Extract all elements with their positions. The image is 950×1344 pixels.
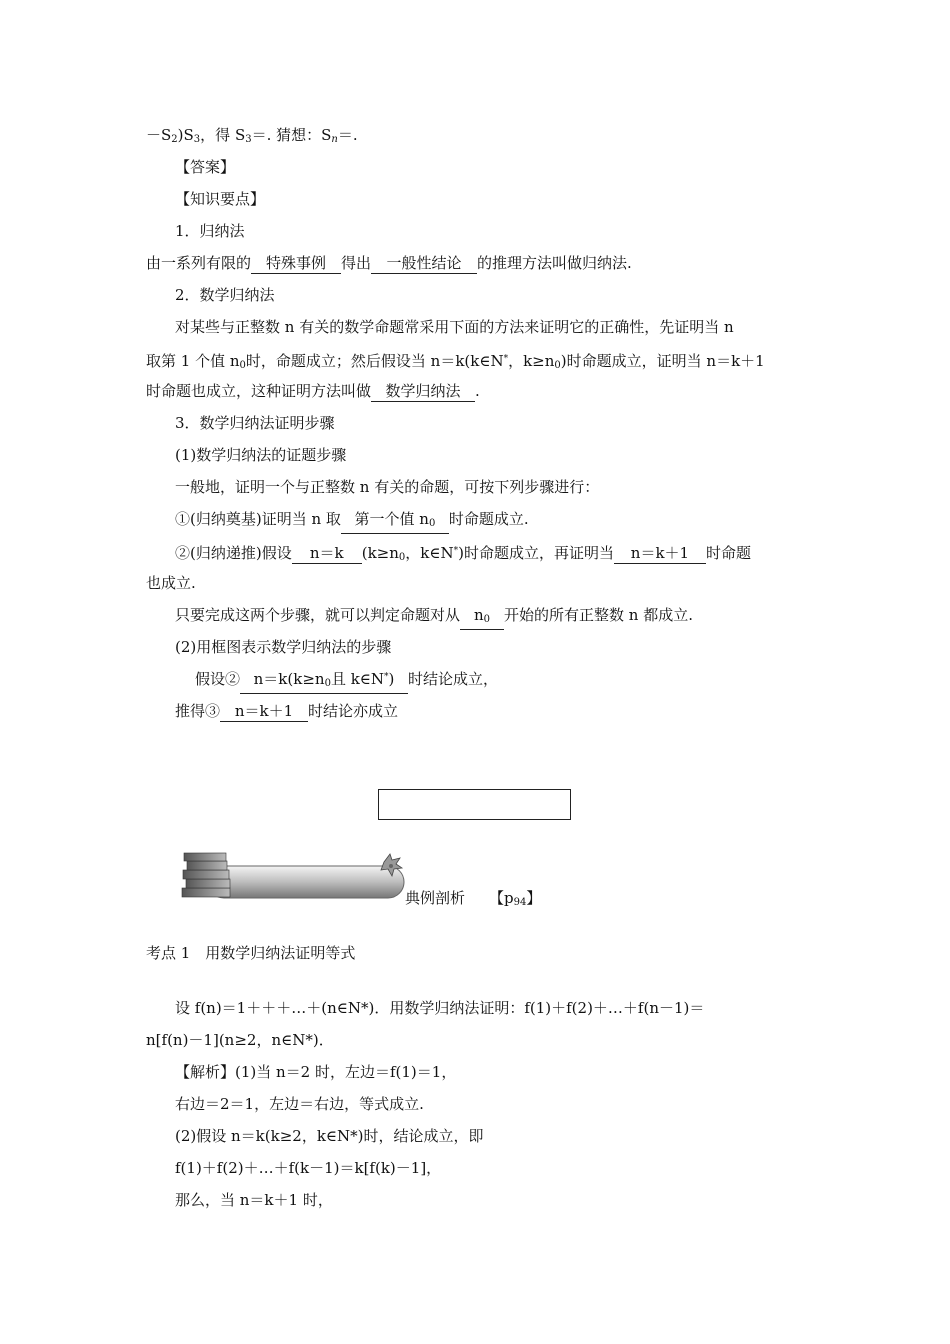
empty-frame-box bbox=[378, 789, 571, 820]
section-2-title: 2．数学归纳法 bbox=[175, 286, 275, 304]
subsection-2-title: (2)用框图表示数学归纳法的步骤 bbox=[175, 638, 392, 656]
blank-first-value: 第一个值 $n_0$ bbox=[341, 510, 449, 534]
paragraph-line: 时命题也成立，这种证明方法叫做 数学归纳法 . bbox=[146, 382, 480, 400]
solution-line: 【解析】(1)当 n＝2 时，左边＝f(1)＝1， bbox=[175, 1063, 457, 1081]
topic-heading: 考点 1 用数学归纳法证明等式 bbox=[146, 944, 356, 962]
induction-definition: 由一系列有限的 特殊事例 得出 一般性结论 的推理方法叫做归纳法. bbox=[146, 254, 632, 272]
problem-statement: 设 f(n)＝1＋＋＋…＋(n∈N*)．用数学归纳法证明：f(1)＋f(2)＋…＋f(n－1)＝ bbox=[175, 999, 705, 1017]
blank-assumption: $n=k(k\ge n_0$且 k∈N*) bbox=[240, 668, 408, 694]
step-base: ①(归纳奠基)证明当 n 取 第一个值 $n_0$ 时命题成立. bbox=[175, 508, 529, 534]
blank-special-cases: 特殊事例 bbox=[251, 254, 341, 274]
blank-n0: $n_0$ bbox=[460, 606, 504, 630]
problem-statement: n[f(n)－1](n≥2，n∈N*)． bbox=[146, 1031, 334, 1049]
solution-line: f(1)＋f(2)＋…＋f(k－1)＝k[f(k)－1]， bbox=[175, 1159, 442, 1177]
paragraph-line: 取第 1 个值 $n_0$时，命题成立；然后假设当 n＝k(k∈N*，$k\ge n_0$)时命题成立，证明当 n＝k＋1 bbox=[146, 352, 765, 371]
solution-line: 右边＝2＝1，左边＝右边，等式成立. bbox=[175, 1095, 424, 1113]
answer-heading: 【答案】 bbox=[175, 158, 236, 176]
paragraph-line: 只要完成这两个步骤，就可以判定命题对从 $n_0$ 开始的所有正整数 n 都成立. bbox=[175, 604, 693, 630]
blank-n-equals-k: n＝k bbox=[292, 544, 362, 564]
paragraph-line: 一般地，证明一个与正整数 n 有关的命题，可按下列步骤进行： bbox=[175, 478, 600, 496]
step-recursive: ②(归纳递推)假设 n＝k ($k\ge n_0$，k∈N*)时命题成立，再证明当 n＝k＋1 时命题 bbox=[175, 544, 751, 563]
section-3-title: 3．数学归纳法证明步骤 bbox=[175, 414, 335, 432]
blank-conclusion: n＝k＋1 bbox=[220, 702, 308, 722]
paragraph-line: 也成立. bbox=[146, 574, 196, 592]
flow-conclusion: 推得③ n＝k＋1 时结论亦成立 bbox=[175, 702, 399, 720]
book-stack-banner-icon bbox=[178, 850, 418, 904]
blank-n-equals-k-plus-1: n＝k＋1 bbox=[614, 544, 706, 564]
text-line-1: $-S_2)S_3$，得 $S_3=$. 猜想：$S_n=$. bbox=[146, 126, 358, 145]
knowledge-heading: 【知识要点】 bbox=[175, 190, 266, 208]
paragraph-line: 对某些与正整数 n 有关的数学命题常采用下面的方法来证明它的正确性，先证明当 n bbox=[175, 318, 734, 336]
section-1-title: 1．归纳法 bbox=[175, 222, 245, 240]
section-banner-label: 典例剖析 【$p_{94}$】 bbox=[405, 889, 542, 908]
blank-general-conclusion: 一般性结论 bbox=[371, 254, 477, 274]
solution-line: 那么，当 n＝k＋1 时， bbox=[175, 1191, 333, 1209]
blank-math-induction: 数学归纳法 bbox=[371, 382, 475, 402]
flow-assumption: 假设② $n=k(k\ge n_0$且 k∈N*) 时结论成立， bbox=[195, 668, 498, 694]
subsection-1-title: (1)数学归纳法的证题步骤 bbox=[175, 446, 347, 464]
solution-line: (2)假设 n＝k(k≥2，k∈N*)时，结论成立，即 bbox=[175, 1127, 484, 1145]
